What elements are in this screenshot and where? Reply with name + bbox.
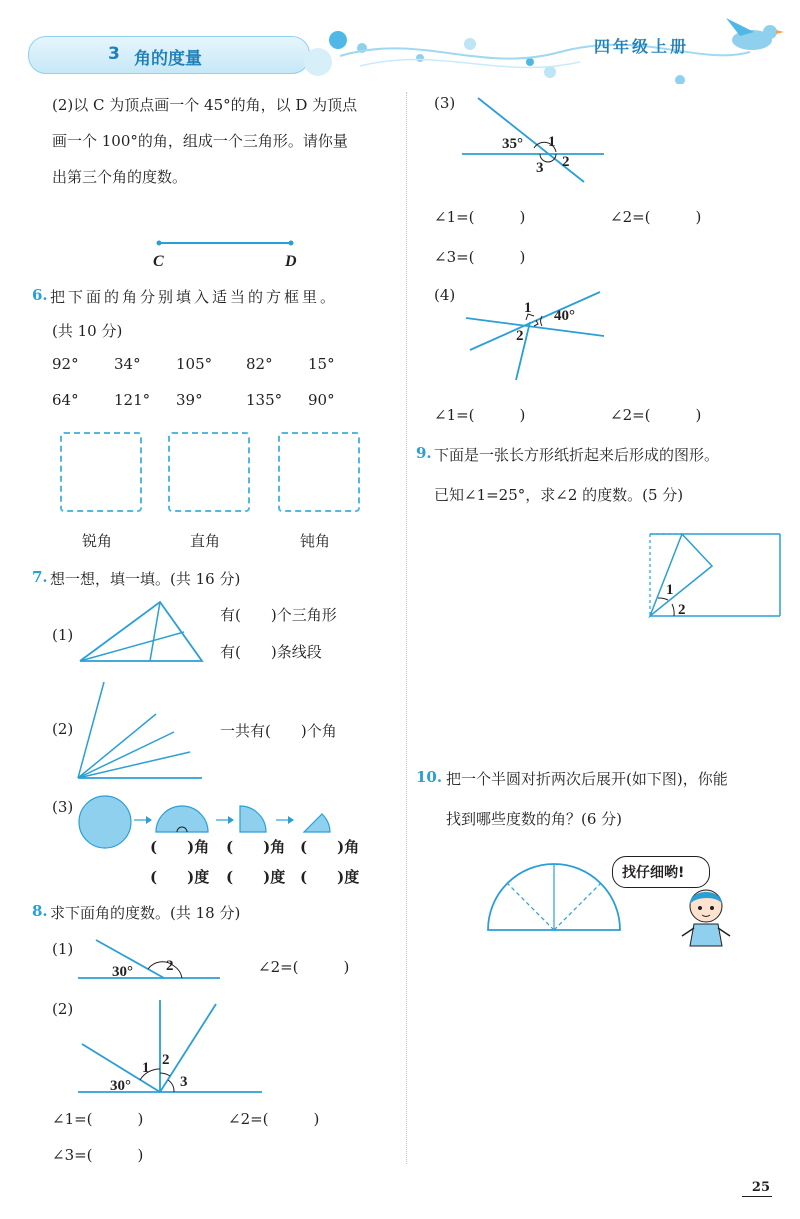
q9-angle1: 1 — [666, 582, 674, 598]
q7-count-triangles: 有( )个三角形 — [220, 606, 337, 624]
q5-line1: (2)以 C 为顶点画一个 45°的角，以 D 为顶点 — [52, 96, 358, 114]
speech-bubble-text: 找仔细哟! — [622, 865, 685, 881]
right-angle-box[interactable] — [168, 432, 250, 512]
q8-p2-answer1: ∠1=( ) — [52, 1110, 144, 1128]
chapter-number: 3 — [108, 44, 120, 64]
q7-fold-angle-blank: ( )角 — [150, 838, 210, 856]
column-divider — [406, 92, 407, 1164]
q6-angle-value: 92° — [52, 355, 79, 373]
q10-number: 10. — [416, 768, 443, 786]
bird-logo — [718, 14, 784, 58]
q6-angle-value: 135° — [246, 391, 283, 409]
q7-fold-angle-blank: ( )角 — [300, 838, 360, 856]
label-d: D — [285, 253, 297, 270]
q8-p1-answer: ∠2=( ) — [258, 958, 350, 976]
q7-part3-label: (3) — [52, 798, 74, 816]
q8-p3-deg-label: 35° — [502, 136, 523, 152]
q6-text: 把下面的角分别填入适当的方框里。 — [50, 288, 339, 306]
q5-line2: 画一个 100°的角，组成一个三角形。请你量 — [52, 132, 348, 150]
q8-p3-angle1: 1 — [548, 134, 556, 150]
q7-part2-label: (2) — [52, 720, 74, 738]
q8-p2-angle1: 1 — [142, 1060, 150, 1076]
q7-number: 7. — [32, 568, 48, 586]
obtuse-angle-box[interactable] — [278, 432, 360, 512]
q8-part3-label: (3) — [434, 94, 456, 112]
q7-fold-angle-blank: ( )角 — [226, 838, 286, 856]
q8-part4-figure — [464, 286, 610, 382]
label-c: C — [153, 253, 164, 270]
q7-fold-degree-blank: ( )度 — [226, 868, 286, 886]
q8-part4-label: (4) — [434, 286, 456, 304]
q7-count-angles: 一共有( )个角 — [220, 722, 337, 740]
q6-angle-value: 15° — [308, 355, 335, 373]
chapter-title: 角的度量 — [134, 49, 202, 69]
q8-part2-figure — [78, 996, 268, 1096]
q8-p4-deg-label: 40° — [554, 308, 575, 324]
q6-angle-value: 82° — [246, 355, 273, 373]
q5-line3: 出第三个角的度数。 — [52, 168, 188, 186]
cartoon-girl-illustration — [676, 884, 736, 950]
q7-text: 想一想，填一填。(共 16 分) — [50, 570, 241, 588]
q8-p4-angle2: 2 — [516, 328, 524, 344]
q8-number: 8. — [32, 902, 48, 920]
semicircle-figure — [486, 850, 622, 934]
q6-angle-value: 121° — [114, 391, 151, 409]
q6-number: 6. — [32, 286, 48, 304]
q6-angle-value: 34° — [114, 355, 141, 373]
q8-p4-angle1: 1 — [524, 300, 532, 316]
box-label-acute: 锐角 — [82, 532, 113, 550]
q8-part1-label: (1) — [52, 940, 74, 958]
q6-score: (共 10 分) — [52, 322, 123, 340]
q9-angle2: 2 — [678, 602, 686, 618]
q9-line1: 下面是一张长方形纸折起来后形成的图形。 — [434, 446, 720, 464]
q6-angle-value: 39° — [176, 391, 203, 409]
acute-angle-box[interactable] — [60, 432, 142, 512]
q8-p2-deg-label: 30° — [110, 1078, 131, 1094]
folded-paper-figure — [646, 532, 786, 620]
q8-part1-figure — [78, 936, 228, 986]
segment-cd — [150, 234, 310, 274]
q6-angle-value: 105° — [176, 355, 213, 373]
grade-label: 四年级上册 — [594, 37, 690, 56]
q8-p3-angle3: 3 — [536, 160, 544, 176]
triangle-figure — [78, 598, 208, 668]
q7-part1-label: (1) — [52, 626, 74, 644]
q6-angle-value: 64° — [52, 391, 79, 409]
box-label-right: 直角 — [190, 532, 221, 550]
q8-p1-angle-label: 2 — [166, 958, 174, 974]
q8-p3-answer3: ∠3=( ) — [434, 248, 526, 266]
q8-p4-answer1: ∠1=( ) — [434, 406, 526, 424]
q10-line1: 把一个半圆对折两次后展开(如下图)，你能 — [446, 770, 728, 788]
page-number: 25 — [751, 1180, 770, 1195]
q8-p2-angle2: 2 — [162, 1052, 170, 1068]
q7-fold-degree-blank: ( )度 — [300, 868, 360, 886]
q8-p3-answer1: ∠1=( ) — [434, 208, 526, 226]
q7-fold-degree-blank: ( )度 — [150, 868, 210, 886]
q8-p2-answer2: ∠2=( ) — [228, 1110, 320, 1128]
q10-line2: 找到哪些度数的角？(6 分) — [446, 810, 623, 828]
rays-figure — [76, 678, 206, 782]
q8-p2-answer3: ∠3=( ) — [52, 1146, 144, 1164]
q8-part3-figure — [460, 96, 610, 186]
q9-number: 9. — [416, 444, 432, 462]
q8-p4-answer2: ∠2=( ) — [610, 406, 702, 424]
q7-count-segments: 有( )条线段 — [220, 643, 322, 661]
q6-angle-value: 90° — [308, 391, 335, 409]
q8-p2-angle3: 3 — [180, 1074, 188, 1090]
q8-p1-deg-label: 30° — [112, 964, 133, 980]
q8-part2-label: (2) — [52, 1000, 74, 1018]
q8-text: 求下面角的度数。(共 18 分) — [50, 904, 241, 922]
q9-line2: 已知∠1=25°，求∠2 的度数。(5 分) — [434, 486, 684, 504]
q8-p3-answer2: ∠2=( ) — [610, 208, 702, 226]
box-label-obtuse: 钝角 — [300, 532, 331, 550]
page-number-underline — [742, 1196, 772, 1197]
q8-p3-angle2: 2 — [562, 154, 570, 170]
